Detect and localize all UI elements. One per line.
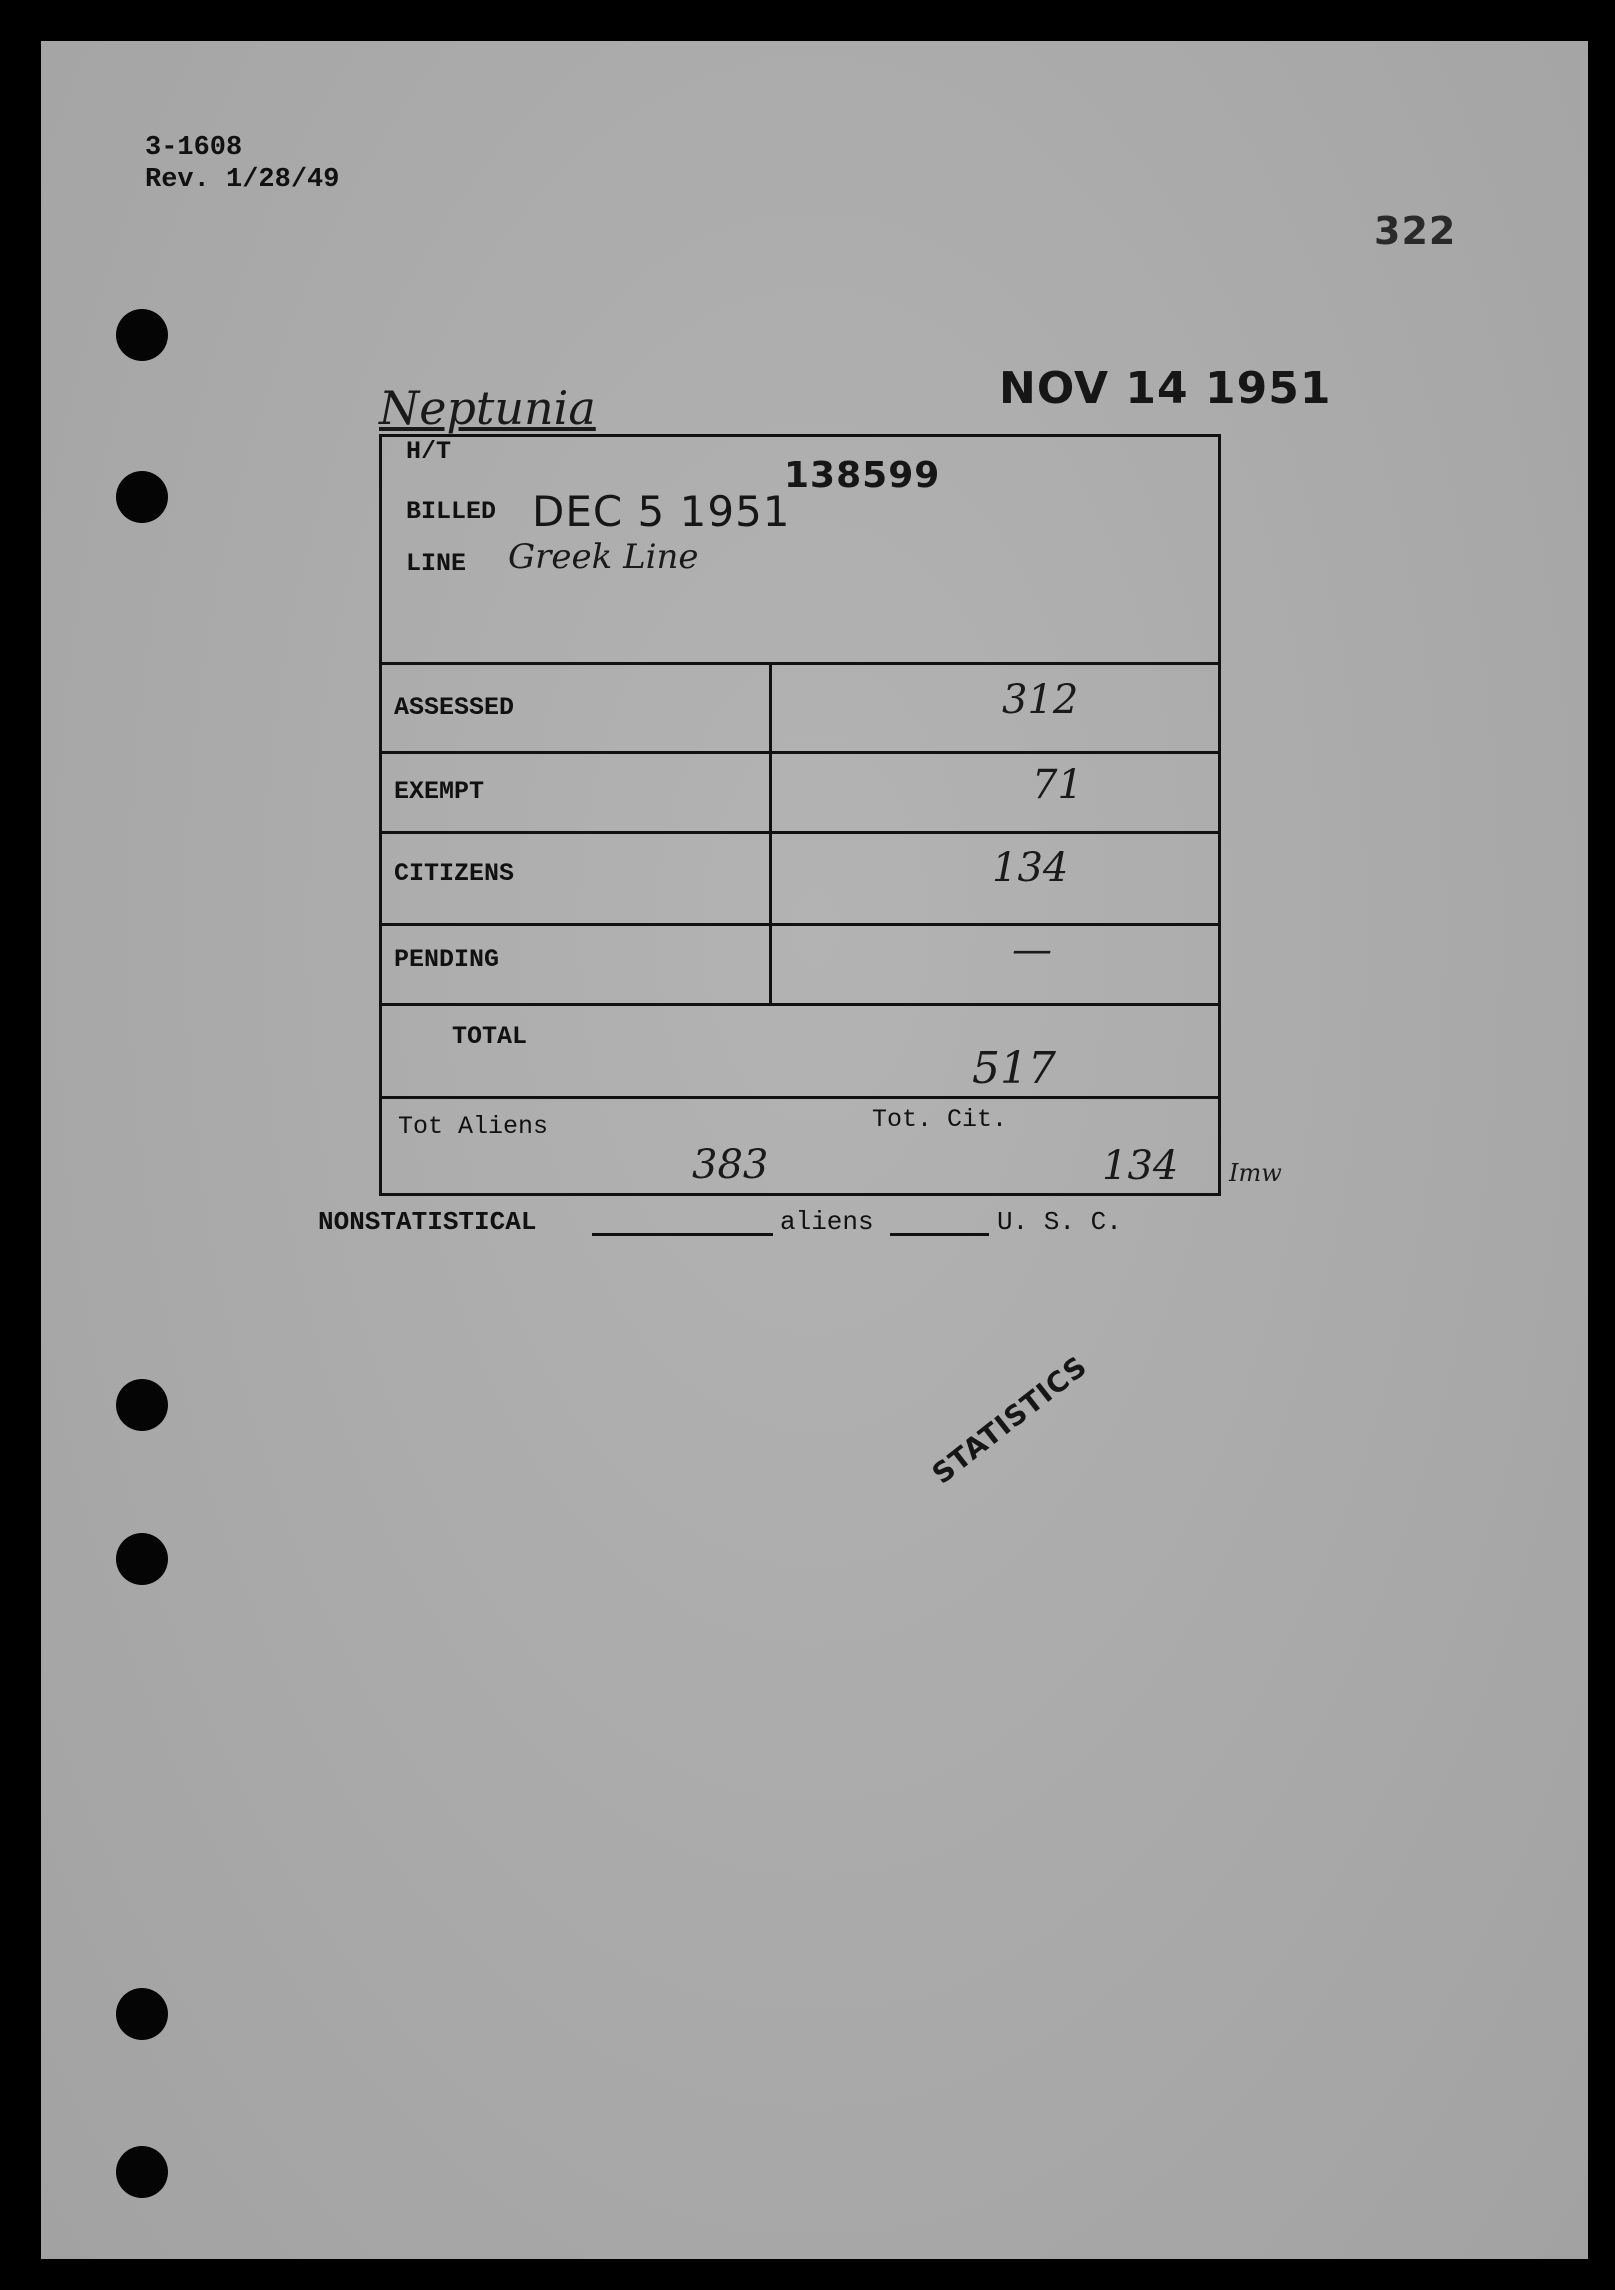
received-date-stamp: NOV 14 1951 [999,363,1332,414]
total-value: 517 [972,1043,1056,1094]
punch-hole [116,309,168,361]
usc-blank-line [890,1233,989,1236]
tot-cit-value: 134 [1102,1143,1179,1189]
tot-aliens-label: Tot Aliens [398,1112,549,1141]
form-number: 3-1608 [145,133,243,163]
line-label: LINE [406,549,467,578]
statistics-stamp: STATISTICS [925,1349,1094,1491]
nonstatistical-label: NONSTATISTICAL [318,1207,537,1237]
punch-hole [116,471,168,523]
ht-label: H/T [406,437,452,466]
punch-hole [116,1379,168,1431]
row-value-pending: — [1012,927,1052,973]
aliens-label: aliens [780,1207,874,1237]
usc-label: U. S. C. [997,1207,1122,1237]
ht-number: 138599 [784,455,941,496]
row-value-assessed: 312 [1002,677,1079,723]
page-number: 322 [1374,209,1457,253]
punch-hole [116,1533,168,1585]
row-label-assessed: ASSESSED [394,693,515,722]
row-label-exempt: EXEMPT [394,777,485,806]
line-value: Greek Line [508,537,699,577]
form-revision: Rev. 1/28/49 [145,165,340,195]
tot-aliens-value: 383 [692,1142,769,1188]
row-label-pending: PENDING [394,945,500,974]
billed-label: BILLED [406,497,497,526]
billed-date: DEC 5 1951 [532,487,791,536]
row-value-citizens: 134 [992,845,1069,891]
row-label-citizens: CITIZENS [394,859,515,888]
punch-hole [116,1988,168,2040]
punch-hole [116,2146,168,2198]
clerk-initials: Imw [1229,1159,1282,1187]
ship-name: Neptunia [379,381,596,435]
row-value-exempt: 71 [1032,762,1083,808]
total-label: TOTAL [452,1022,528,1051]
aliens-blank-line [592,1233,773,1236]
document-page [41,41,1588,2259]
manifest-form-box [379,434,1221,1196]
tot-cit-label: Tot. Cit. [872,1105,1008,1134]
